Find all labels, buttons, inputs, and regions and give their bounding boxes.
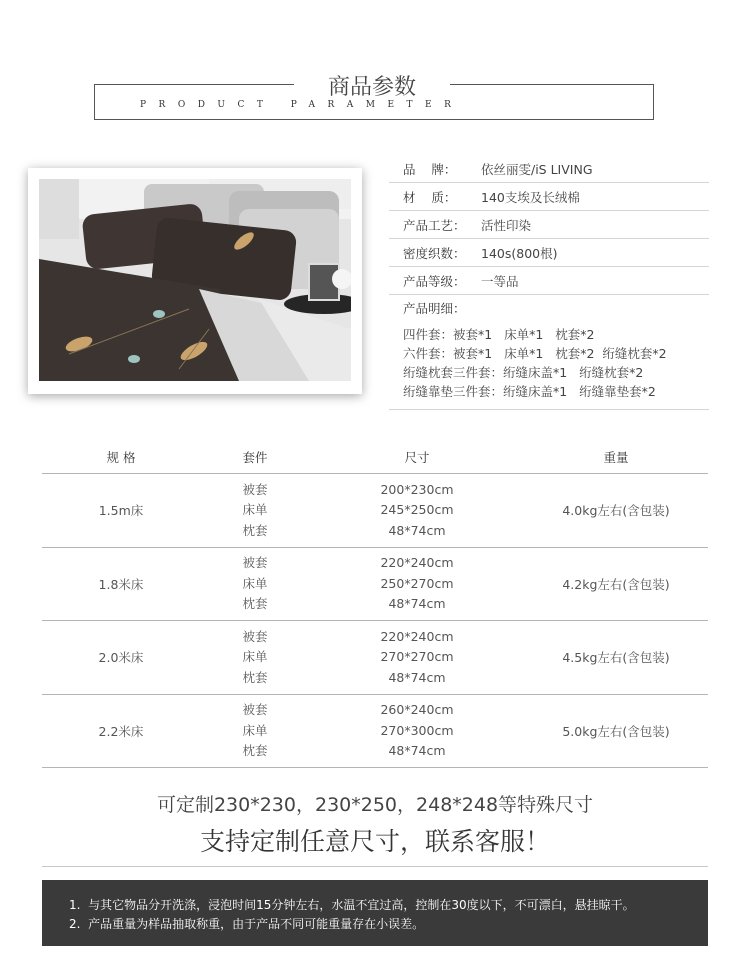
size: 48*74cm — [388, 596, 446, 611]
table-header — [42, 440, 708, 474]
row-items — [200, 700, 310, 762]
row-sizes — [310, 700, 524, 762]
table-row — [42, 695, 708, 769]
item: 被套 — [242, 702, 268, 717]
care-notes — [42, 880, 708, 946]
table-row — [42, 621, 708, 695]
param-label: 产品工艺： — [403, 217, 466, 233]
size: 220*240cm — [380, 555, 454, 570]
size: 48*74cm — [388, 743, 446, 758]
row-sizes — [310, 553, 524, 615]
item: 被套 — [242, 555, 268, 570]
param-row-brand — [389, 155, 709, 183]
param-detail-line: 绗缝靠垫三件套：绗缝床盖*1 绗缝靠垫套*2 — [403, 384, 656, 399]
size: 48*74cm — [388, 522, 446, 538]
size: 250*270cm — [380, 575, 454, 591]
custom-size-note: 可定制230*230，230*250，248*248等特殊尺寸 — [156, 794, 594, 816]
row-spec: 1.8米床 — [98, 576, 144, 592]
param-row-density — [389, 239, 709, 267]
row-weight: 4.0kg左右(含包装) — [562, 503, 670, 519]
size: 48*74cm — [388, 669, 446, 685]
size-table — [42, 440, 708, 768]
row-weight: 4.5kg左右(含包装) — [562, 650, 670, 666]
param-row-grade — [389, 267, 709, 295]
row-spec: 1.5m床 — [98, 503, 144, 519]
note-line: 2. 产品重量为样品抽取称重，由于产品不同可能重量存在小误差。 — [69, 917, 425, 931]
row-weight: 5.0kg左右(含包装) — [562, 723, 670, 739]
row-items — [200, 553, 310, 615]
header-items: 套件 — [242, 449, 268, 465]
note-line: 1. 与其它物品分开洗涤，浸泡时间15分钟左右，水温不宜过高，控制在30度以下，不可漂白，悬挂晾干。 — [69, 898, 635, 912]
size: 245*250cm — [380, 502, 454, 517]
custom-size-headline: 支持定制任意尺寸，联系客服！ — [199, 827, 550, 856]
item: 枕套 — [242, 743, 268, 758]
item: 枕套 — [242, 522, 268, 538]
item: 床单 — [242, 502, 268, 517]
item: 床单 — [242, 722, 268, 738]
size: 200*230cm — [380, 481, 454, 497]
item: 被套 — [242, 481, 268, 497]
row-spec: 2.2米床 — [98, 723, 144, 739]
size: 260*240cm — [380, 702, 454, 717]
row-weight: 4.2kg左右(含包装) — [562, 576, 670, 592]
param-detail-line: 四件套：被套*1 床单*1 枕套*2 — [403, 327, 595, 342]
param-row-material — [389, 183, 709, 211]
param-row-process — [389, 211, 709, 239]
header-size: 尺寸 — [404, 449, 430, 465]
item: 被套 — [242, 628, 268, 644]
item: 床单 — [242, 649, 268, 664]
item: 枕套 — [242, 669, 268, 685]
item: 枕套 — [242, 596, 268, 611]
size: 270*270cm — [380, 649, 454, 664]
param-value: 140支埃及长绒棉 — [481, 189, 580, 205]
table-row — [42, 474, 708, 548]
header-spec: 规 格 — [106, 449, 136, 465]
param-detail-label: 产品明细： — [403, 301, 466, 316]
param-value: 140s(800根) — [481, 245, 558, 261]
row-items — [200, 627, 310, 689]
param-label: 材 质： — [403, 189, 457, 205]
param-label: 密度织数： — [403, 245, 466, 261]
page-title: 商品参数 — [327, 75, 416, 100]
product-parameters — [389, 155, 709, 410]
param-detail-line: 绗缝枕套三件套：绗缝床盖*1 绗缝枕套*2 — [403, 365, 644, 380]
param-detail — [389, 295, 709, 410]
param-value: 活性印染 — [481, 217, 532, 233]
size: 270*300cm — [380, 722, 454, 738]
product-photo — [39, 179, 351, 381]
row-sizes — [310, 627, 524, 689]
param-label: 产品等级： — [403, 273, 466, 289]
table-row — [42, 548, 708, 622]
param-label: 品 牌： — [403, 161, 457, 177]
row-items — [200, 480, 310, 542]
size: 220*240cm — [380, 628, 454, 644]
param-detail-line: 六件套：被套*1 床单*1 枕套*2 绗缝枕套*2 — [403, 346, 667, 361]
page-subtitle: PRODUCT PARAMETER — [140, 100, 464, 110]
header-weight: 重量 — [603, 449, 629, 465]
param-value: 依丝丽雯/iS LIVING — [481, 161, 593, 177]
row-sizes — [310, 480, 524, 542]
row-spec: 2.0米床 — [98, 650, 144, 666]
divider — [42, 866, 708, 867]
product-photo-frame — [28, 168, 362, 394]
item: 床单 — [242, 575, 268, 591]
param-value: 一等品 — [481, 273, 519, 289]
